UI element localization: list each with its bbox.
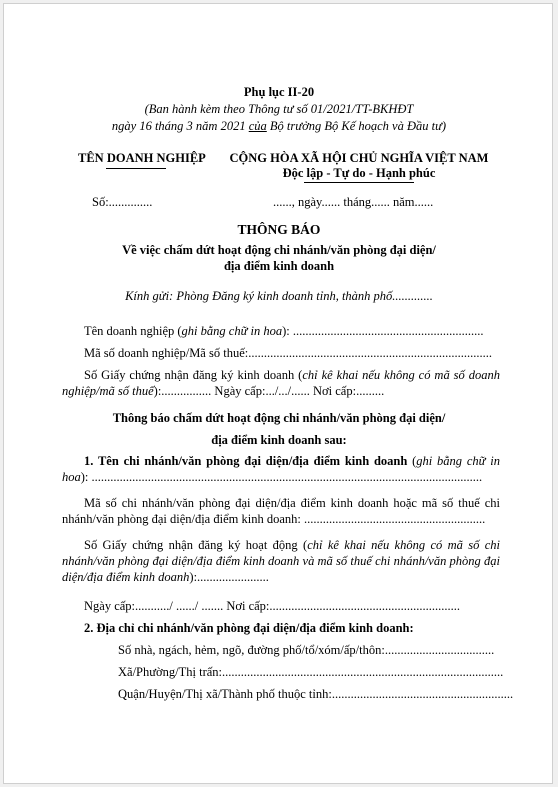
motto-underline bbox=[304, 182, 414, 183]
date-line: ......, ngày...... tháng...... năm...... bbox=[273, 195, 434, 209]
section2-heading: 2. Địa chỉ chi nhánh/văn phòng đại diện/địa điểm kinh doanh: bbox=[84, 621, 414, 635]
company-name-dots: ): ............................................................. bbox=[282, 324, 484, 338]
ward-field: Xã/Phường/Thị trấn:.......................................................................................... bbox=[118, 665, 504, 679]
business-cert-field bbox=[62, 367, 500, 399]
branch-tax-field: Mã số chi nhánh/văn phòng đại diện/địa điểm kinh doanh hoặc mã số thuế chi nhánh/văn phòng đại diện/địa điểm kinh doanh: .......................................................... bbox=[62, 496, 500, 526]
recipient-line: Kính gửi: Phòng Đăng ký kinh doanh tỉnh, thành phố............. bbox=[125, 289, 433, 303]
issue-date-place: Ngày cấp:.........../ ....../ ....... Nơi cấp:............................................................. bbox=[84, 599, 461, 613]
issued-of: của bbox=[248, 119, 267, 133]
issued-date: ngày 16 tháng 3 năm 2021 bbox=[111, 119, 249, 133]
section1-dots: ): ............................................................................................................................. bbox=[80, 470, 483, 484]
company-name-label-text: Tên doanh nghiệp ( bbox=[84, 324, 182, 338]
company-name-label: TÊN DOANH NGHIỆP bbox=[78, 151, 206, 165]
company-name-hint: ghi bằng chữ in hoa bbox=[181, 324, 283, 338]
section1-paren: ( bbox=[407, 454, 417, 468]
section1-heading bbox=[62, 453, 500, 485]
notice-title: THÔNG BÁO bbox=[237, 222, 321, 237]
tax-code-field: Mã số doanh nghiệp/Mã số thuế:.............................................................................. bbox=[84, 346, 492, 360]
cert-issue-info: ):................ Ngày cấp:.../.../...... Nơi cấp:......... bbox=[153, 384, 385, 398]
company-underline bbox=[106, 168, 166, 169]
cert-label: Số Giấy chứng nhận đăng ký kinh doanh ( bbox=[84, 368, 303, 382]
document-number: Số:.............. bbox=[92, 195, 153, 209]
notice-subject-line2: địa điểm kinh doanh bbox=[223, 259, 335, 273]
section1-title: 1. Tên chi nhánh/văn phòng đại diện/địa điểm kinh doanh bbox=[84, 454, 408, 468]
issued-ministry: Bộ trưởng Bộ Kế hoạch và Đầu tư) bbox=[266, 119, 447, 133]
section-intro-line1: Thông báo chấm dứt hoạt động chi nhánh/văn phòng đại diện/ bbox=[112, 411, 446, 425]
section1-hint: ghi bằng chữ in hoa bbox=[62, 454, 500, 484]
street-field: Số nhà, ngách, hẻm, ngõ, đường phố/tổ/xóm/ấp/thôn:................................... bbox=[118, 643, 495, 657]
op-cert-hint: chỉ kê khai nếu không có mã số chi nhánh/văn phòng đại diện/địa điểm kinh doanh và mã số thuế chi nhánh/văn phòng đại diện/địa điểm kinh doanh bbox=[62, 538, 500, 584]
section-intro-line2: địa điểm kinh doanh sau: bbox=[211, 433, 347, 447]
issued-by-line1: (Ban hành kèm theo Thông tư số 01/2021/TT-BKHĐT bbox=[144, 102, 414, 116]
company-name-field bbox=[84, 323, 484, 339]
district-field: Quận/Huyện/Thị xã/Thành phố thuộc tỉnh:.......................................................... bbox=[118, 687, 514, 701]
op-cert-label: Số Giấy chứng nhận đăng ký hoạt động ( bbox=[84, 538, 308, 552]
appendix-title: Phụ lục II-20 bbox=[243, 85, 315, 99]
cert-hint: chỉ kê khai nếu không có mã số doanh nghiệp/mã số thuế bbox=[62, 368, 500, 398]
operation-cert-field bbox=[62, 537, 500, 585]
notice-subject-line1: Về việc chấm dứt hoạt động chi nhánh/văn phòng đại diện/ bbox=[122, 243, 436, 257]
op-cert-dots: ):....................... bbox=[189, 570, 269, 584]
issued-by-line2 bbox=[4, 118, 554, 134]
document-page bbox=[3, 3, 553, 784]
nation-motto: Độc lập - Tự do - Hạnh phúc bbox=[282, 166, 436, 180]
nation-title: CỘNG HÒA XÃ HỘI CHỦ NGHĨA VIỆT NAM bbox=[229, 151, 489, 165]
